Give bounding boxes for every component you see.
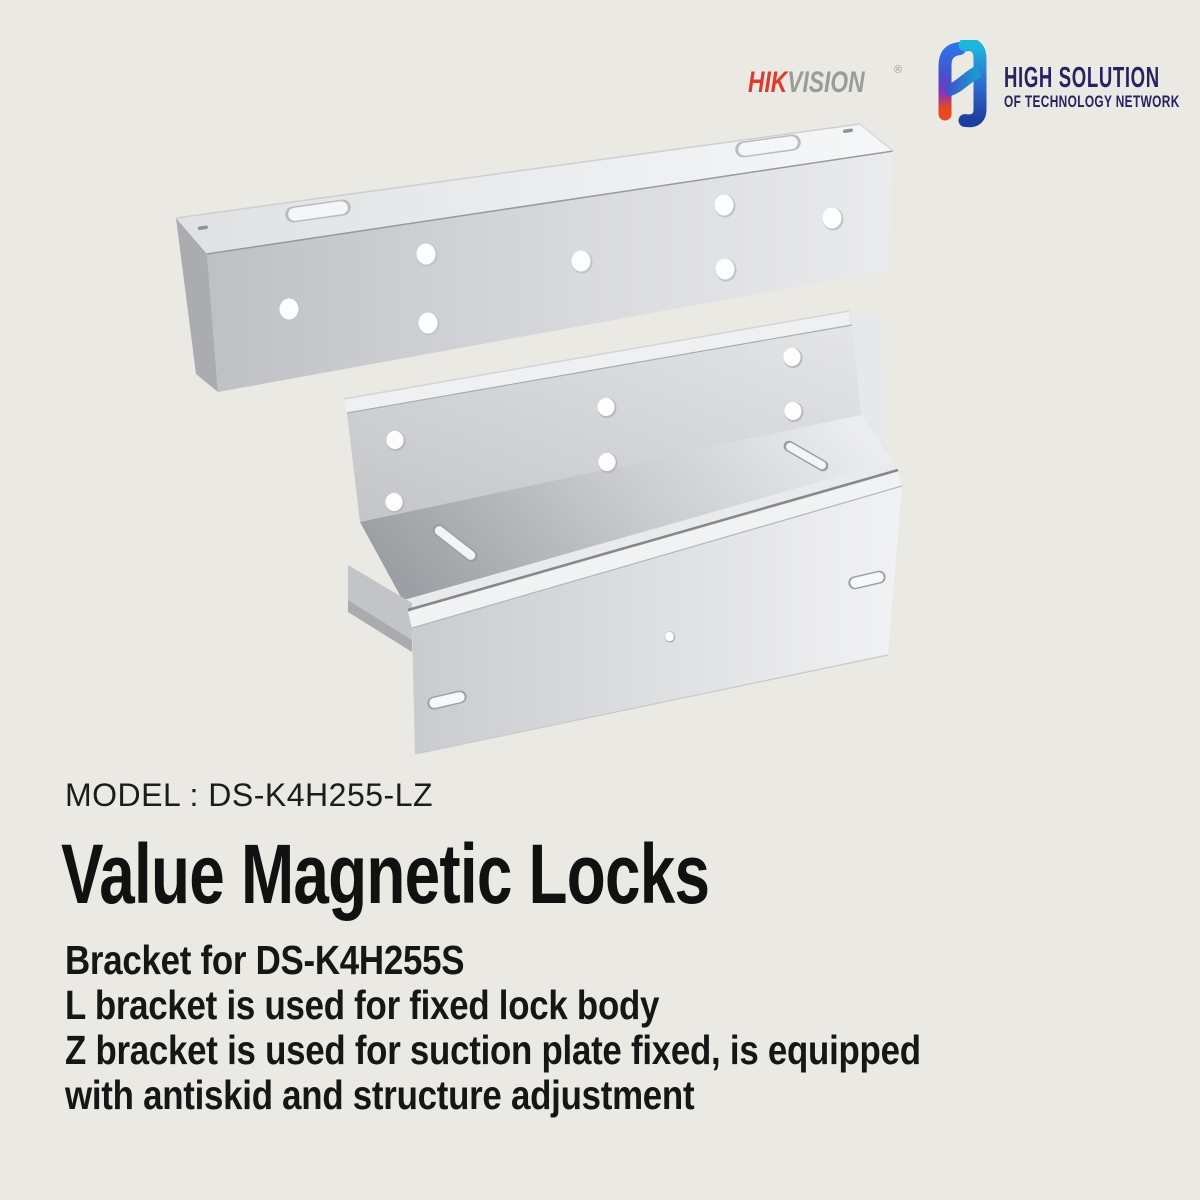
product-title: Value Magnetic Locks: [61, 827, 710, 921]
high-solution-logo-subtext: OF TECHNOLOGY NETWORK: [1004, 93, 1180, 111]
high-solution-logo-text: HIGH SOLUTION: [1004, 62, 1160, 94]
hikvision-logo-hik: HIK: [748, 66, 788, 99]
description-line-4: with antiskid and structure adjustment: [65, 1072, 695, 1118]
model-number-label: MODEL : DS-K4H255-LZ: [65, 777, 434, 813]
description-line-3: Z bracket is used for suction plate fixed, is equipped: [65, 1027, 921, 1073]
registered-trademark-icon: ®: [894, 64, 903, 76]
description-line-2: L bracket is used for fixed lock body: [65, 982, 660, 1028]
hikvision-logo-vision: VISION: [787, 66, 865, 99]
description-line-1: Bracket for DS-K4H255S: [65, 937, 465, 983]
z-bracket-illustration: [344, 311, 902, 754]
product-description: [65, 938, 921, 1118]
